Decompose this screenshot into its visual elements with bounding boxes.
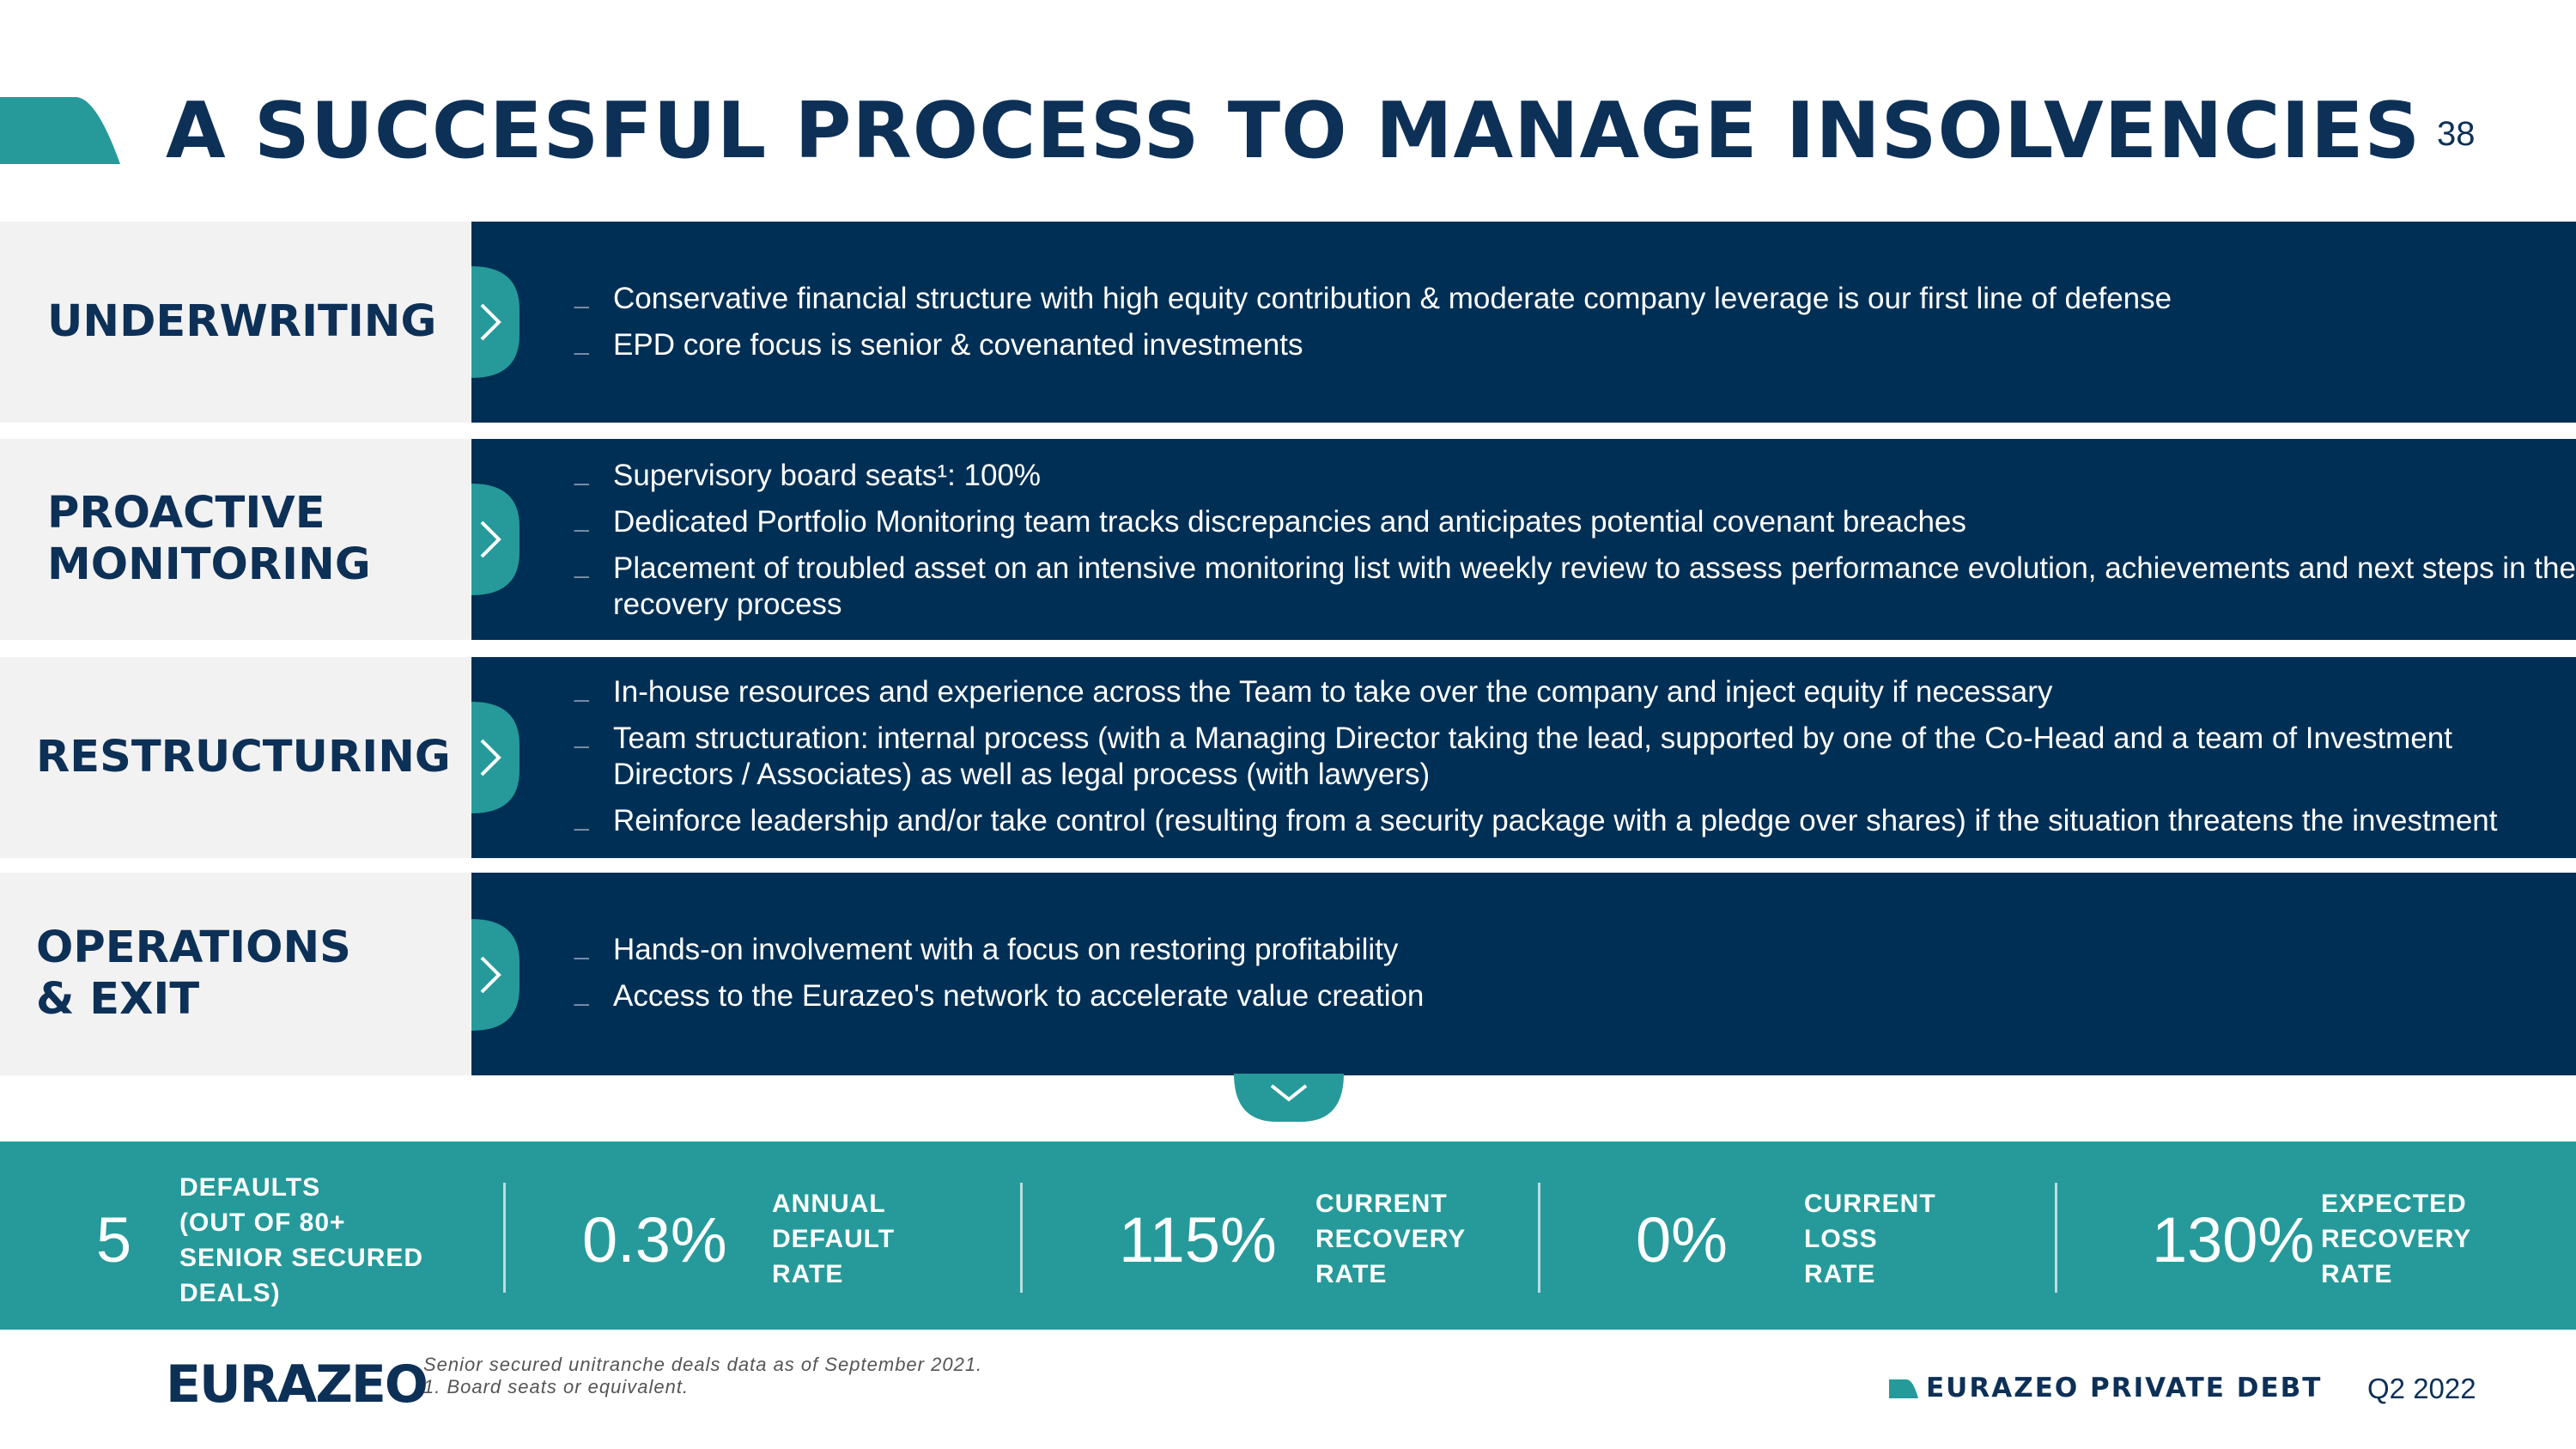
bullet-item: _ Hands-on involvement with a focus on restoring profitability (562, 932, 2576, 968)
eurazeo-logo: EURAZEO (166, 1355, 427, 1415)
bullet-item: _ In-house resources and experience across the Team to take over the company and inject equity if necessary (562, 674, 2576, 710)
stat-label-defaults: DEFAULTS (OUT OF 80+ SENIOR SECURED DEALS) (179, 1173, 424, 1307)
bullet-item: _ Placement of troubled asset on an intensive monitoring list with weekly review to assess performance evolution, achievements and next steps in the recovery process (562, 551, 2576, 623)
bullet-item: _ Conservative financial structure with high equity contribution & moderate company leverage is our first line of defense (562, 281, 2576, 317)
bullet-list-restructuring (562, 674, 2576, 849)
bullet-item: _ Team structuration: internal process (with a Managing Director taking the lead, supported by one of the Co-Head and a team of Investment Directors / Associates) as well as legal process (with lawyers) (562, 721, 2576, 793)
chevron-right-icon (471, 266, 519, 378)
stat-value-current-loss-rate: 0% (1636, 1204, 1728, 1275)
bullet-item: _ Access to the Eurazeo's network to accelerate value creation (562, 978, 2576, 1014)
report-period: Q2 2022 (2367, 1373, 2476, 1404)
stat-value-defaults: 5 (96, 1204, 132, 1275)
footnote-board-seats: 1. Board seats or equivalent. (423, 1376, 690, 1397)
page-number: 38 (2437, 115, 2476, 153)
chevron-right-icon (471, 484, 519, 595)
section-label-proactive-monitoring: PROACTIVE MONITORING (0, 439, 471, 640)
bullet-list-operations-exit (562, 932, 2576, 1025)
bullet-list-underwriting (562, 281, 2576, 374)
page-title: A SUCCESFUL PROCESS TO MANAGE INSOLVENCIES (166, 86, 2421, 176)
title-tab-icon (0, 97, 120, 164)
bullet-item: _ Reinforce leadership and/or take control (resulting from a security package with a pledge over shares) if the situation threatens the investment (562, 803, 2576, 839)
brand-mark-icon (1889, 1379, 1918, 1398)
stat-label-expected-recovery-rate: EXPECTED RECOVERY RATE (2321, 1190, 2472, 1288)
bullet-item: _ EPD core focus is senior & covenanted investments (562, 327, 2576, 363)
chevron-right-icon (471, 919, 519, 1031)
section-label-underwriting: UNDERWRITING (0, 222, 471, 423)
footnote-data-source: Senior secured unitranche deals data as of September 2021. (423, 1354, 983, 1375)
stat-divider (1020, 1183, 1023, 1293)
stat-value-expected-recovery-rate: 130% (2152, 1204, 2315, 1275)
chevron-right-icon (471, 702, 519, 813)
stat-value-annual-default-rate: 0.3% (582, 1204, 727, 1275)
brand-name: EURAZEO PRIVATE DEBT (1926, 1373, 2323, 1403)
bullet-list-proactive-monitoring (562, 458, 2576, 633)
stat-divider (2055, 1183, 2057, 1293)
chevron-down-icon (1234, 1074, 1344, 1122)
section-label-restructuring: RESTRUCTURING (0, 657, 471, 858)
stat-divider (1538, 1183, 1540, 1293)
stat-divider (503, 1183, 506, 1293)
stat-value-current-recovery-rate: 115% (1119, 1204, 1277, 1275)
bullet-item: _ Dedicated Portfolio Monitoring team tracks discrepancies and anticipates potential covenant breaches (562, 504, 2576, 540)
stat-label-annual-default-rate: ANNUAL DEFAULT RATE (772, 1190, 896, 1288)
stat-label-current-recovery-rate: CURRENT RECOVERY RATE (1315, 1190, 1467, 1288)
stat-label-current-loss-rate: CURRENT LOSS RATE (1804, 1190, 1936, 1288)
bullet-item: _ Supervisory board seats¹: 100% (562, 458, 2576, 494)
section-label-operations-exit: OPERATIONS & EXIT (0, 873, 471, 1075)
